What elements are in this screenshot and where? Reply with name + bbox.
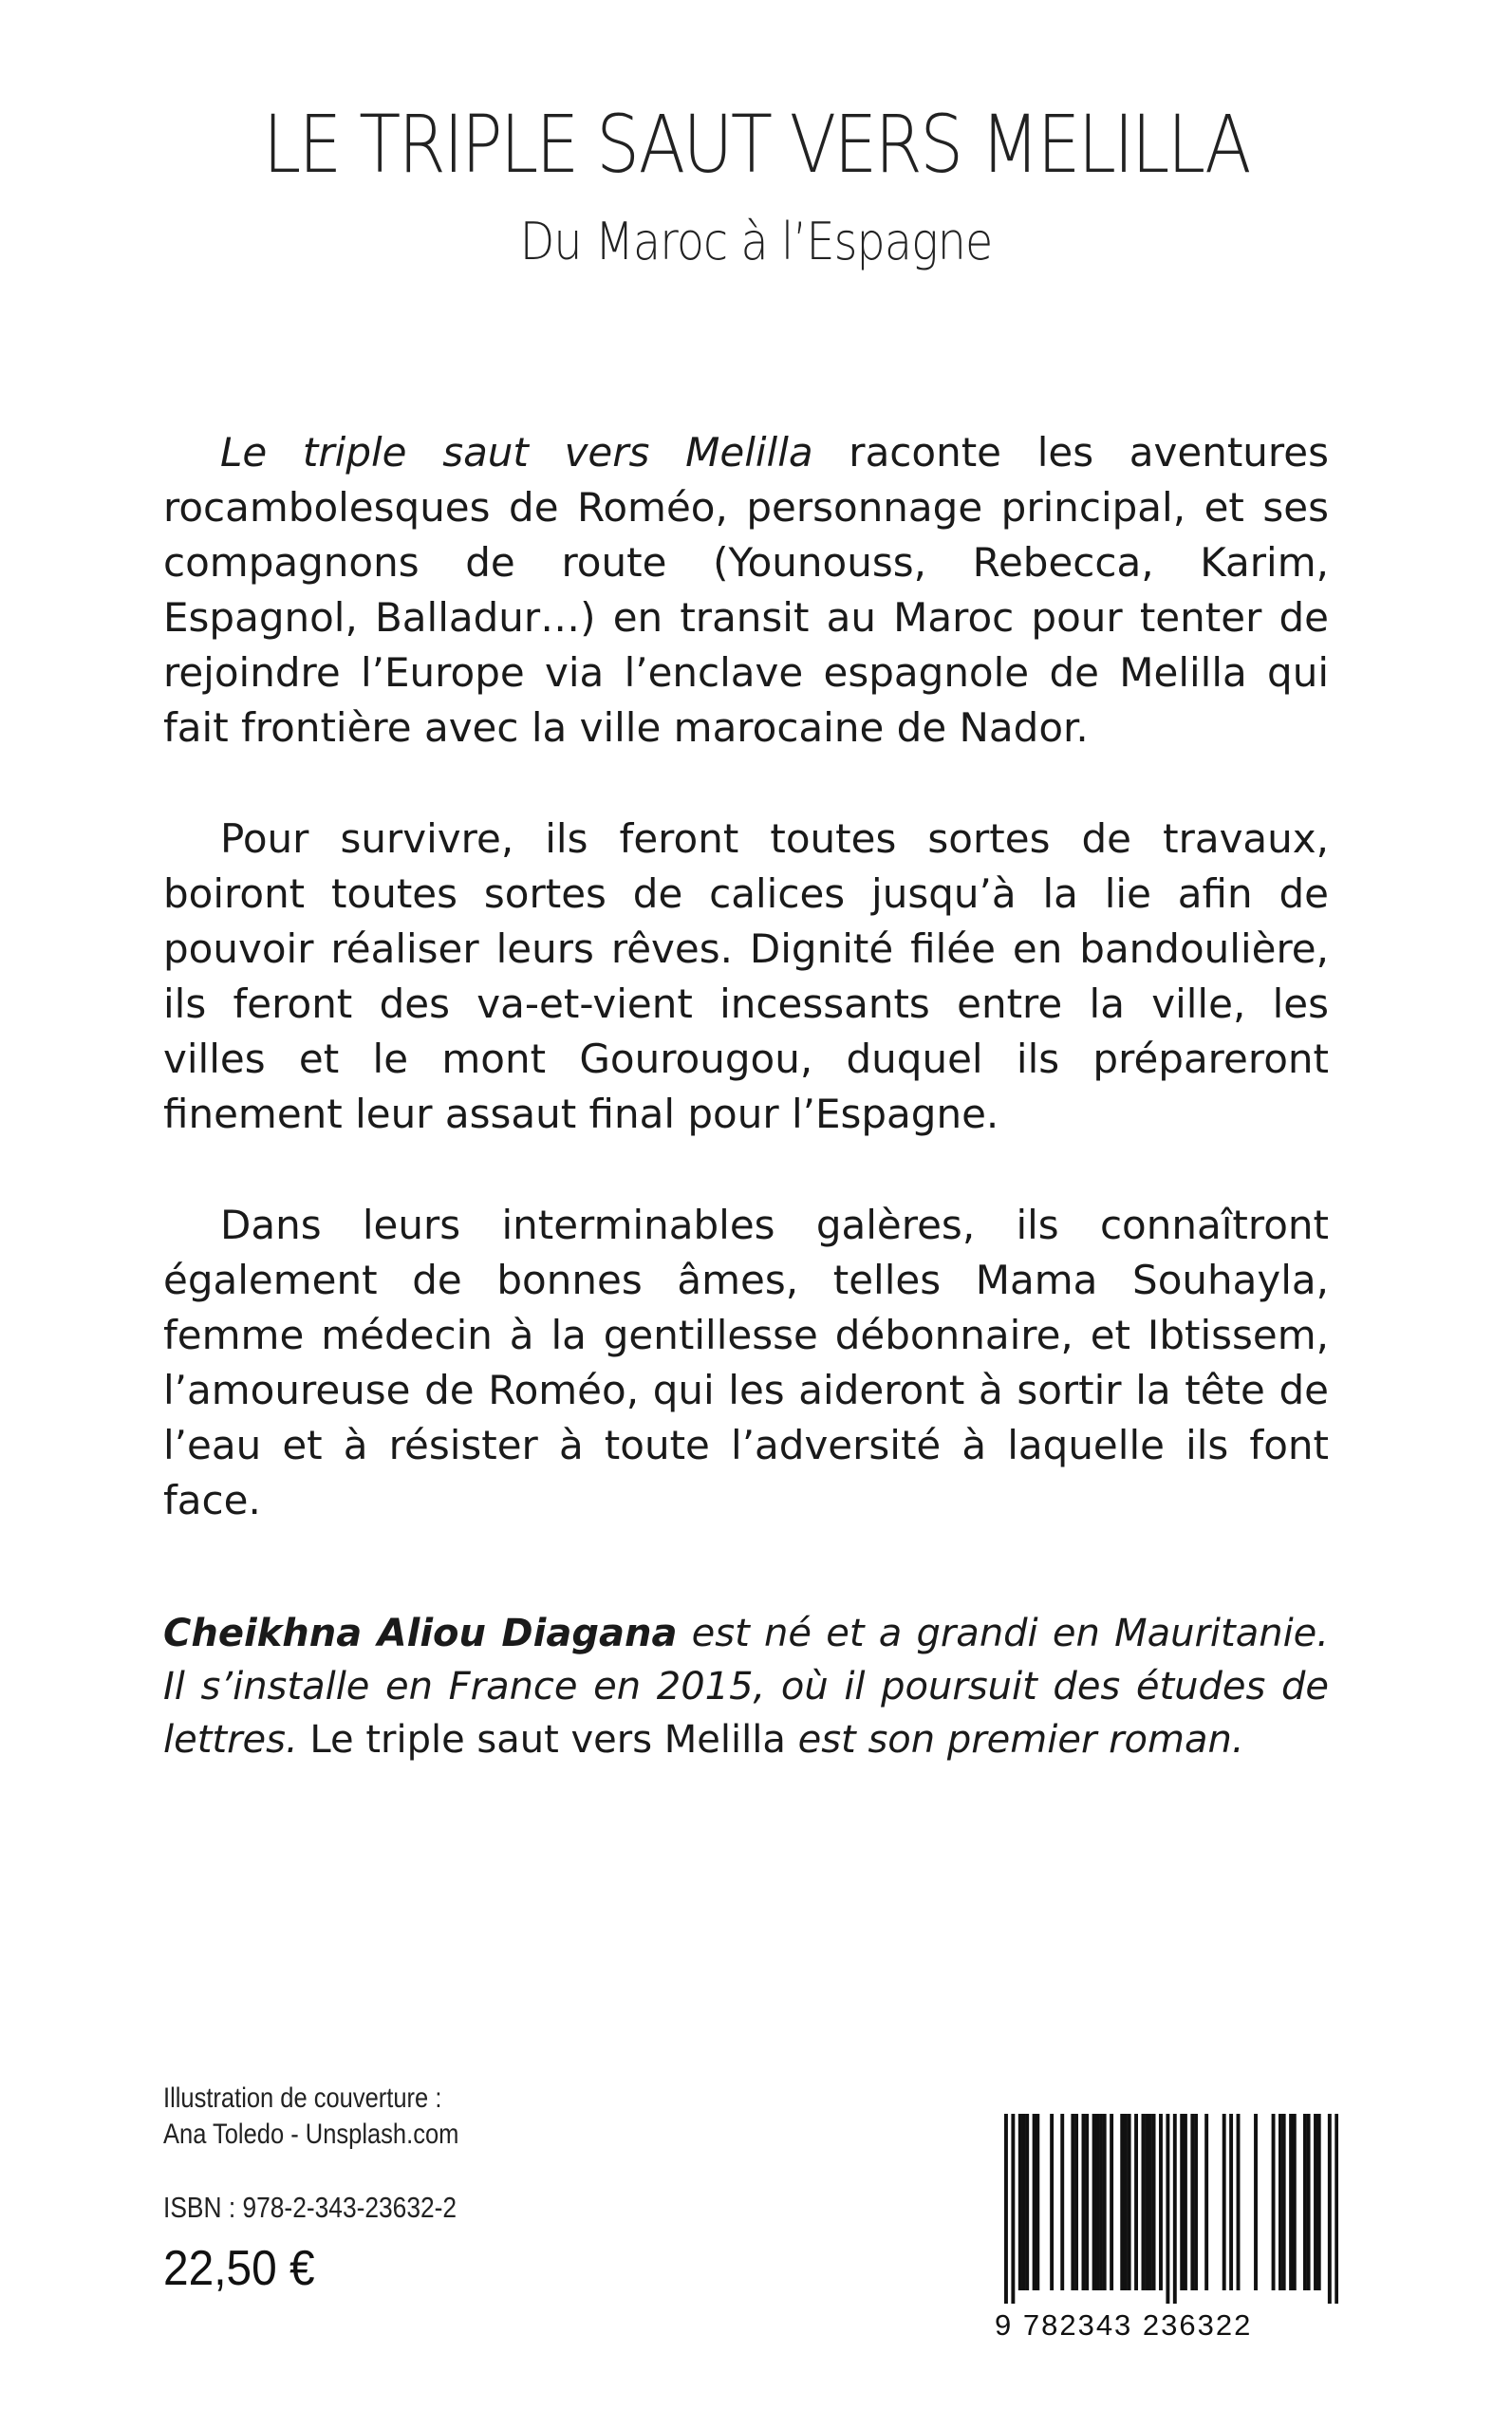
barcode-bar [1022,2114,1026,2290]
barcode-bar [1194,2114,1198,2290]
barcode-bar [1085,2114,1089,2290]
barcode-bar [1166,2114,1169,2304]
barcode-bar [1328,2114,1332,2304]
barcode-bar [1134,2114,1138,2290]
barcode-bar [1237,2114,1241,2290]
barcode-bar [1128,2114,1131,2290]
blurb-book-title: Le triple saut vers Melilla [220,429,813,476]
barcode-bar [1180,2114,1184,2290]
book-title: LE TRIPLE SAUT VERS MELILLA [263,98,1249,191]
barcode-bar [1004,2114,1008,2304]
barcode-bar [1145,2114,1148,2290]
barcode-bar [1272,2114,1276,2290]
barcode-bar [1120,2114,1124,2290]
barcode-bar [1289,2114,1293,2290]
author-bio [163,1607,1329,1766]
barcode-bar [1050,2114,1054,2290]
barcode-bar [1314,2114,1317,2290]
barcode-bar [1282,2114,1286,2290]
barcode-bar [1071,2114,1074,2290]
barcode-bar [1303,2114,1307,2290]
blurb-paragraph-2: Pour survivre, ils feront toutes sortes de travaux, boiront toutes sortes de calices jusqu’à la lie afin de pouvoir réaliser leurs rêves. Dignité filée en bandoulière, ils feront des va-et-vient incessants entre la ville, les villes et le mont Gourougou, duquel ils prépareront finement leur assaut final pour l’Espagne. [163,815,1329,1137]
barcode-bar [1173,2114,1177,2304]
barcode-bar [1011,2114,1015,2304]
barcode-bar [1229,2114,1233,2290]
barcode-bar [1148,2114,1152,2290]
barcode-bar [1317,2114,1321,2290]
barcode-bar [1092,2114,1096,2290]
isbn: ISBN : 978-2-343-23632-2 [163,2191,457,2224]
barcode-bar [1082,2114,1086,2290]
credits-value: Ana Toledo - Unsplash.com [163,2119,459,2150]
barcode-bar [1204,2114,1208,2290]
barcode-bar [1060,2114,1064,2290]
barcode-bar [1184,2114,1187,2290]
barcode-bar [1099,2114,1103,2290]
author-bio-text-1: est né et a grandi en Mauritanie. Il s’installe en France en 2015, où il poursuit des études de lettres. [163,1612,1330,1762]
barcode-icon [1004,2114,1338,2304]
price: 22,50 € [163,2241,315,2296]
barcode-graphic [1004,2114,1338,2304]
blurb-p1-text: raconte les aventures rocambolesques de Roméo, personnage principal, et ses compagnons de route (Younouss, Rebecca, Karim, Espagnol, Balladur…) en transit au Maroc pour tenter de rejoindre l’Europe via l’enclave espagnole de Melilla qui fait frontière avec la ville marocaine de Nador. [163,429,1329,751]
barcode-bar [1018,2114,1022,2290]
author-bio-text-2: est son premier roman. [785,1718,1244,1762]
barcode-bar [1142,2114,1146,2290]
barcode-bar [1074,2114,1078,2290]
credits-label: Illustration de couverture : [163,2082,442,2114]
blurb-paragraph-3: Dans leurs interminables galères, ils connaîtront également de bonnes âmes, telles Mama Souhayla, femme médecin à la gentillesse débonnaire, et Ibtissem, l’amoureuse de Roméo, qui les aideront à sortir la tête de l’eau et à résister à toute l’adversité à laquelle ils font face. [163,1202,1329,1523]
barcode-bar [1293,2114,1297,2290]
barcode-bar [1103,2114,1107,2290]
blurb-paragraph-1 [163,425,1329,756]
barcode-bar [1223,2114,1226,2290]
cover-credits [163,2081,458,2153]
barcode-bar [1036,2114,1039,2290]
barcode-bar [1159,2114,1163,2290]
barcode-bar [1335,2114,1338,2304]
barcode-bar [1110,2114,1113,2290]
barcode-bar [1190,2114,1194,2290]
barcode-bar [1095,2114,1099,2290]
back-cover-blurb [163,425,1329,1584]
barcode-bar [1279,2114,1282,2290]
author-name: Cheikhna Aliou Diagana [163,1612,678,1655]
barcode-digits: 9 782343 236322 [995,2308,1253,2342]
barcode-bar [1254,2114,1258,2290]
book-subtitle: Du Maroc à l’Espagne [519,212,993,271]
barcode-bar [1307,2114,1311,2290]
author-book-title: Le triple saut vers Melilla [309,1718,786,1762]
barcode-bar [1033,2114,1036,2290]
barcode-bar [1124,2114,1128,2290]
barcode-bar [1025,2114,1029,2290]
barcode-bar [1152,2114,1156,2290]
